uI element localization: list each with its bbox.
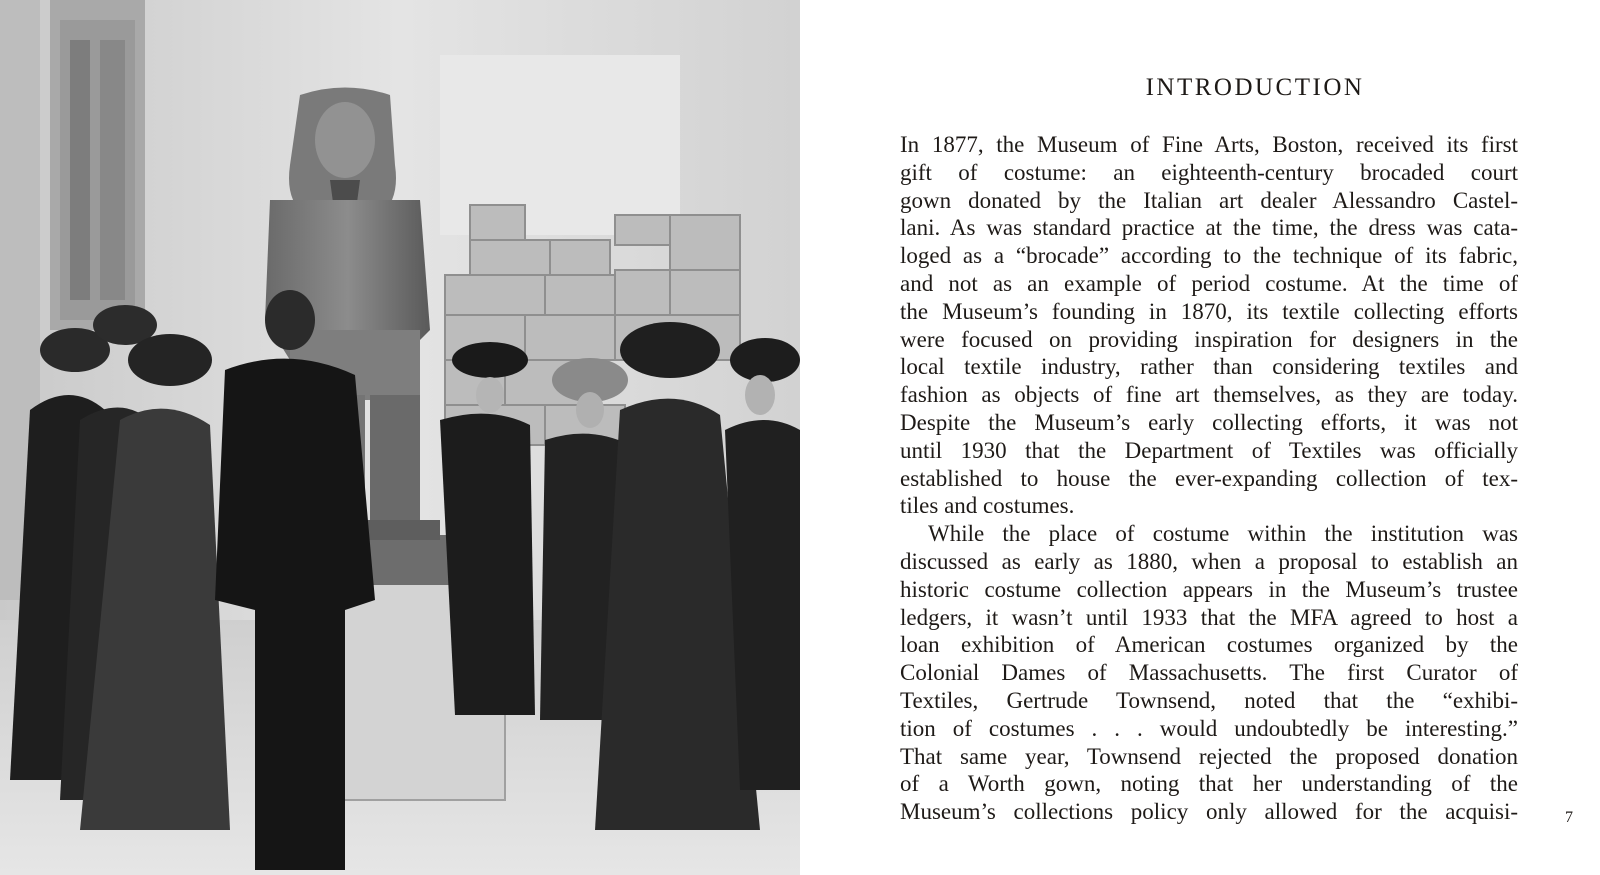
text-line: discussed as early as 1880, when a proposal to establish an [900,548,1518,574]
paragraph [900,131,1518,520]
page-heading: INTRODUCTION [1145,74,1365,101]
text-line: Textiles, Gertrude Townsend, noted that the “exhibi- [900,687,1518,713]
text-line: Colonial Dames of Massachusetts. The first Curator of [900,660,1518,686]
text-line: local textile industry, rather than considering textiles and [900,354,1518,380]
text-line: That same year, Townsend rejected the proposed donation [900,743,1518,769]
text-line: established to house the ever-expanding collection of tex- [900,465,1518,491]
text-line: lani. As was standard practice at the time, the dress was cata- [900,215,1518,241]
text-line: gift of costume: an eighteenth-century brocaded court [900,159,1518,185]
text-line: of a Worth gown, noting that her understanding of the [900,771,1518,797]
text-line: were focused on providing inspiration for designers in the [900,326,1518,352]
text-line: tion of costumes . . . would undoubtedly be interesting.” [900,715,1518,741]
text-line: Museum’s collections policy only allowed for the acquisi- [900,799,1518,825]
text-line: In 1877, the Museum of Fine Arts, Boston, received its first [900,132,1518,157]
text-line: gown donated by the Italian art dealer Alessandro Castel- [900,187,1518,213]
body-text [900,131,1518,826]
text-line: historic costume collection appears in the Museum’s trustee [900,576,1518,602]
text-line: loged as a “brocade” according to the technique of its fabric, [900,243,1518,269]
text-page [800,0,1600,875]
text-line: loan exhibition of American costumes organized by the [900,632,1518,658]
text-line: While the place of costume within the institution was [928,521,1518,547]
paragraph [900,520,1518,826]
text-line: the Museum’s founding in 1870, its textile collecting efforts [900,298,1518,324]
text-line: Despite the Museum’s early collecting efforts, it was not [900,409,1518,435]
text-line: tiles and costumes. [900,493,1075,519]
text-line: fashion as objects of fine art themselves, as they are today. [900,382,1518,408]
text-line: and not as an example of period costume. At the time of [900,270,1518,296]
text-line: until 1930 that the Department of Textiles was officially [900,437,1518,463]
text-line: ledgers, it wasn’t until 1933 that the MFA agreed to host a [900,604,1518,630]
page-number: 7 [1565,809,1573,826]
